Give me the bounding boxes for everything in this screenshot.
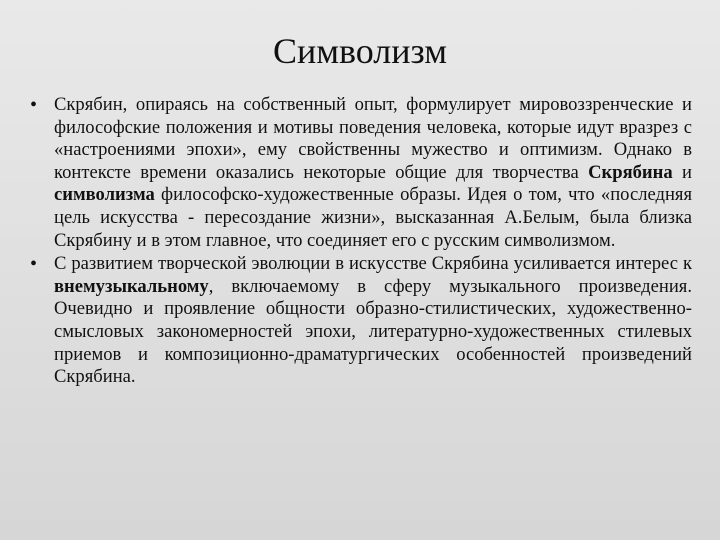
text-segment: Скрябин, опираясь на собственный опыт, формулирует мировоззренческие и философские положения и мотивы поведения человека, которые идут вразрез с «настроениями эпохи», ему свойственны мужество и оптимизм. Однако в контексте времени оказались некоторые общие для творчества — [54, 94, 692, 183]
bullet-item — [30, 94, 692, 252]
bold-term: символизма — [54, 184, 155, 206]
bullet-text — [54, 253, 692, 387]
bold-term: внемузыкальному — [54, 275, 209, 297]
text-segment: философско-художественные образы. Идея о том, что «последняя цель искусства - пересоздание жизни», высказанная А.Белым, была близка Скрябину и в этом главное, что соединяет его с русским символизмом. — [54, 184, 692, 251]
bullet-list — [30, 94, 692, 390]
text-segment: и — [672, 161, 692, 183]
bullet-icon: • — [30, 253, 38, 276]
bold-term: Скрябина — [588, 161, 673, 183]
text-segment: С развитием творческой эволюции в искусстве Скрябина усиливается интерес к — [54, 253, 692, 275]
bullet-text — [54, 94, 692, 251]
bullet-icon: • — [30, 94, 38, 116]
bullet-item — [30, 253, 692, 389]
text-segment: , включаемому в сферу музыкального произведения. Очевидно и проявление общности образно-стилистических, художественно-смысловых закономерностей эпохи, литературно-художественных стилевых приемов и композиционно-драматургических особенностей произведений Скрябина. — [54, 275, 692, 388]
slide-title: Символизм — [272, 31, 448, 71]
